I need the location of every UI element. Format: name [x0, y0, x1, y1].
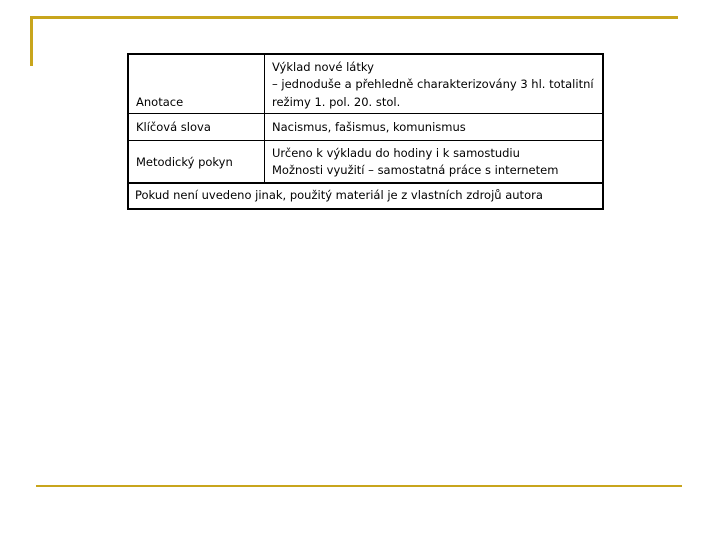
row-label: Klíčová slova — [128, 114, 265, 141]
annotation-line-3: režimy 1. pol. 20. stol. — [272, 94, 401, 109]
table-row-annotation — [128, 54, 603, 114]
row-value — [265, 54, 604, 114]
left-accent-line — [30, 16, 33, 66]
row-value — [265, 114, 604, 141]
keywords-line: Nacismus, fašismus, komunismus — [272, 120, 466, 135]
row-value — [265, 141, 604, 183]
metadata-table — [127, 53, 604, 210]
row-label: Metodický pokyn — [128, 141, 265, 183]
table-row-footer — [128, 183, 603, 209]
top-accent-line — [30, 16, 678, 19]
annotation-line-2: – jednoduše a přehledně charakterizovány 3 hl. totalitní — [272, 77, 594, 92]
method-line-1: Určeno k výkladu do hodiny i k samostudiu — [272, 146, 520, 160]
annotation-line-1: Výklad nové látky — [272, 60, 374, 74]
table-row-keywords — [128, 114, 603, 141]
source-note: Pokud není uvedeno jinak, použitý materiál je z vlastních zdrojů autora — [128, 183, 603, 209]
row-label: Anotace — [128, 54, 265, 114]
table-row-methodology — [128, 141, 603, 183]
method-line-2: Možnosti využití – samostatná práce s internetem — [272, 163, 559, 178]
bottom-accent-line — [36, 485, 682, 487]
